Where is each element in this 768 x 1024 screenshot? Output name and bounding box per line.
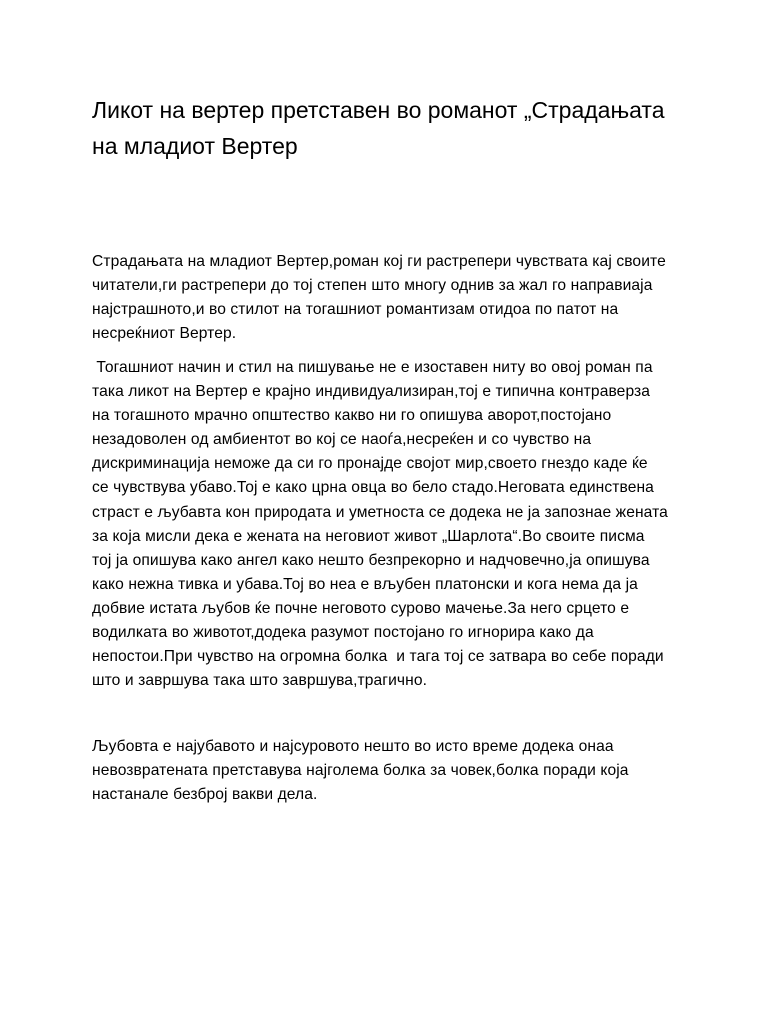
- paragraph-main: [92, 356, 682, 693]
- text-line: добвие истата љубов ќе почне неговото сурово мачење.За него срцето е: [92, 599, 630, 617]
- text-line: страст е љубавта кон природата и уметноста се додека не ја запознае жената: [92, 503, 668, 521]
- text-line: за која мисли дека е жената на неговиот живот „Шарлота“.Во своите писма: [92, 527, 645, 545]
- text-line: Страдањата на младиот Вертер,роман кој ги растрепери чувствата кај своите: [92, 253, 666, 270]
- text-line: Тогашниот начин и стил на пишување не е изоставен ниту во овој роман па: [92, 359, 653, 376]
- text-line: се чувствува убаво.Тој е како црна овца во бело стадо.Неговата единствена: [92, 479, 654, 497]
- title-line: Ликот на вертер претставен во романот „Страдањата: [92, 97, 665, 123]
- text-line: Љубовта е најубавото и најсуровото нешто во исто време додека онаа: [92, 738, 614, 755]
- paragraph-conclusion: [92, 735, 682, 807]
- text-line: тој ја опишува како ангел како нешто безпрекорно и надчовечно,ја опишува: [92, 551, 650, 569]
- text-line: како нежна тивка и убава.Тој во неа е вљубен платонски и кога нема да ја: [92, 575, 638, 593]
- text-line: несреќниот Вертер.: [92, 325, 237, 343]
- text-line: најстрашното,и во стилот на тогашниот романтизам отидоа по патот на: [92, 301, 619, 319]
- text-line: водилката во животот,додека разумот постојано го игнорира како да: [92, 624, 594, 642]
- title-line: на младиот Вертер: [92, 133, 298, 159]
- text-line: невозвратената претставува најголема болка за човек,болка поради која: [92, 762, 629, 780]
- text-line: така ликот на Вертер е крајно индивидуализиран,тој е типична контраверза: [92, 383, 651, 401]
- text-line: на тогашното мрачно општество какво ни го опишува аворот,постојано: [92, 407, 612, 425]
- text-line: што и завршува така што завршува,трагично.: [92, 672, 428, 690]
- document-title: [92, 92, 692, 164]
- text-line: настанале безброј вакви дела.: [92, 786, 318, 804]
- text-line: незадоволен од амбиентот во кој се наоѓа,несреќен и со чувство на: [92, 431, 592, 449]
- text-line: дискриминација неможе да си го пронајде својот мир,своето гнездо каде ќе: [92, 455, 648, 473]
- text-line: непостои.При чувство на огромна болка и тага тој се затвара во себе поради: [92, 648, 664, 666]
- paragraph-intro: [92, 250, 682, 346]
- text-line: читатели,ги растрепери до тој степен што многу однив за жал го направиаја: [92, 277, 653, 295]
